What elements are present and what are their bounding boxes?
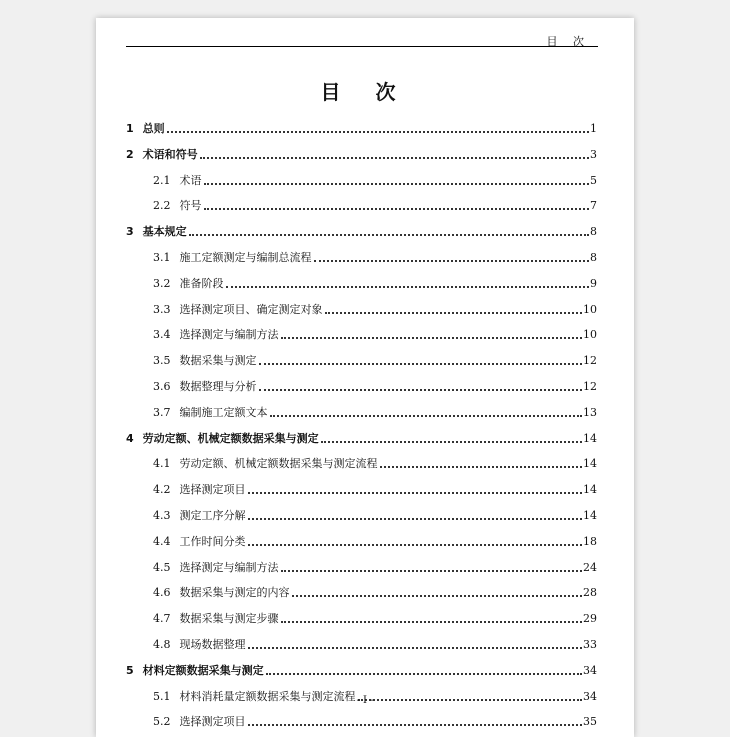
toc-dot-leader <box>200 157 589 159</box>
toc-entry-number: 4 <box>126 431 134 445</box>
toc-entry-page: 18 <box>583 534 597 548</box>
toc-entry-page: 12 <box>583 380 597 393</box>
toc-entry-title: 编制施工定额文本 <box>179 405 268 419</box>
toc-entry-number: 3.1 <box>153 251 171 264</box>
toc-entry-title: 劳动定额、机械定额数据采集与测定 <box>142 431 319 445</box>
toc-section-entry[interactable] <box>126 582 597 600</box>
toc-section-entry[interactable] <box>126 170 597 188</box>
toc-entry-page: 9 <box>590 276 597 290</box>
toc-entry-title: 数据采集与测定步骤 <box>179 612 279 626</box>
toc-entry-page: 34 <box>583 663 597 677</box>
toc-entry-page: 12 <box>583 354 597 368</box>
toc-section-entry[interactable] <box>126 247 597 265</box>
toc-entry-page: 1 <box>590 122 597 135</box>
toc-chapter-entry[interactable] <box>126 660 597 678</box>
toc-entry-title: 准备阶段 <box>179 276 224 290</box>
toc-entry-page: 34 <box>583 689 597 703</box>
toc-section-entry[interactable] <box>126 350 597 368</box>
toc-dot-leader <box>248 647 583 649</box>
toc-entry-number: 4.3 <box>153 509 171 522</box>
toc-dot-leader <box>204 208 590 210</box>
toc-entry-page: 10 <box>583 328 597 342</box>
toc-dot-leader <box>292 595 583 597</box>
toc-entry-title: 选择测定项目、确定测定对象 <box>179 302 323 316</box>
toc-entry-number: 3.7 <box>153 405 171 419</box>
toc-entry-number: 4.1 <box>153 457 171 471</box>
toc-entry-title: 选择测定与编制方法 <box>179 560 279 574</box>
toc-entry-title: 现场数据整理 <box>179 638 246 651</box>
toc-entry-title: 基本规定 <box>142 225 187 239</box>
running-head: 目 次 <box>546 35 590 48</box>
toc-dot-leader <box>248 544 583 546</box>
toc-entry-page: 14 <box>583 431 597 445</box>
toc-entry-number: 5 <box>126 663 134 677</box>
toc-section-entry[interactable] <box>126 531 597 549</box>
toc-entry-page: 28 <box>583 586 597 600</box>
toc-entry-title: 工作时间分类 <box>179 534 246 548</box>
toc-entry-title: 总则 <box>142 122 165 135</box>
toc-section-entry[interactable] <box>126 505 597 523</box>
toc-entry-number: 2.2 <box>153 199 171 213</box>
toc-section-entry[interactable] <box>126 608 597 626</box>
toc-dot-leader <box>314 260 590 262</box>
toc-entry-number: 5.1 <box>153 689 171 703</box>
toc-section-entry[interactable] <box>126 299 597 317</box>
toc-entry-number: 4.4 <box>153 534 171 548</box>
toc-entry-page: 35 <box>583 715 597 729</box>
toc-entry-title: 施工定额测定与编制总流程 <box>179 251 312 264</box>
toc-dot-leader <box>281 570 583 572</box>
toc-entry-number: 4.6 <box>153 586 171 600</box>
toc-section-entry[interactable] <box>126 453 597 471</box>
toc-chapter-entry[interactable] <box>126 428 597 446</box>
toc-chapter-entry[interactable] <box>126 118 597 136</box>
toc-entry-title: 材料消耗量定额数据采集与测定流程 <box>179 689 356 703</box>
toc-entry-title: 劳动定额、机械定额数据采集与测定流程 <box>179 457 378 471</box>
toc-section-entry[interactable] <box>126 195 597 213</box>
toc-dot-leader <box>248 724 583 726</box>
toc-entry-title: 测定工序分解 <box>179 509 246 522</box>
toc-entry-page: 14 <box>583 509 597 522</box>
toc-dot-leader <box>248 518 583 520</box>
toc-section-entry[interactable] <box>126 557 597 575</box>
toc-entry-number: 4.2 <box>153 483 171 497</box>
toc-entry-page: 8 <box>590 225 597 239</box>
toc-chapter-entry[interactable] <box>126 144 597 162</box>
toc-dot-leader <box>281 621 583 623</box>
toc-entry-page: 14 <box>583 457 597 471</box>
toc-entry-number: 1 <box>126 122 134 135</box>
toc-entry-page: 13 <box>583 405 597 419</box>
toc-dot-leader <box>259 389 583 391</box>
toc-dot-leader <box>189 234 589 236</box>
page-title: 目 次 <box>320 80 410 104</box>
toc-dot-leader <box>204 183 590 185</box>
toc-entry-number: 3 <box>126 225 134 239</box>
toc-dot-leader <box>167 131 589 133</box>
toc-dot-leader <box>325 312 583 314</box>
page-number: - I - <box>356 695 374 706</box>
toc-entry-page: 14 <box>583 483 597 497</box>
toc-entry-title: 数据采集与测定的内容 <box>179 586 290 600</box>
toc-chapter-entry[interactable] <box>126 221 597 239</box>
toc-entry-number: 4.8 <box>153 638 171 651</box>
toc-section-entry[interactable] <box>126 273 597 291</box>
toc-entry-title: 数据整理与分析 <box>179 380 257 393</box>
toc-entry-number: 3.3 <box>153 302 171 316</box>
toc-dot-leader <box>248 492 583 494</box>
toc-section-entry[interactable] <box>126 634 597 652</box>
toc-entry-number: 3.6 <box>153 380 171 393</box>
header-rule <box>126 46 598 47</box>
toc-dot-leader <box>270 415 583 417</box>
toc-entry-number: 3.4 <box>153 328 171 342</box>
toc-dot-leader <box>281 337 583 339</box>
toc-entry-number: 4.7 <box>153 612 171 626</box>
toc-entry-page: 29 <box>583 612 597 626</box>
toc-entry-page: 10 <box>583 302 597 316</box>
toc-dot-leader <box>259 363 583 365</box>
toc-section-entry[interactable] <box>126 711 597 729</box>
toc-entry-number: 5.2 <box>153 715 171 729</box>
toc-dot-leader <box>321 441 582 443</box>
toc-entry-title: 术语 <box>179 173 202 187</box>
toc-dot-leader <box>380 466 583 468</box>
toc-entry-title: 选择测定项目 <box>179 483 246 497</box>
toc-entry-title: 选择测定与编制方法 <box>179 328 279 342</box>
toc-entry-page: 5 <box>590 173 597 187</box>
toc-entry-title: 材料定额数据采集与测定 <box>142 663 264 677</box>
toc-section-entry[interactable] <box>126 402 597 420</box>
toc-section-entry[interactable] <box>126 376 597 394</box>
toc-entry-page: 33 <box>583 638 597 651</box>
toc-entry-title: 术语和符号 <box>142 147 198 161</box>
toc-section-entry[interactable] <box>126 479 597 497</box>
toc-dot-leader <box>266 673 582 675</box>
toc-entry-number: 2 <box>126 147 134 161</box>
document-page <box>96 18 634 737</box>
toc-entry-page: 24 <box>583 560 597 574</box>
toc-entry-page: 8 <box>590 251 597 264</box>
toc-entry-title: 符号 <box>179 199 202 213</box>
toc-entry-number: 3.5 <box>153 354 171 368</box>
toc-entry-number: 3.2 <box>153 276 171 290</box>
toc-entry-number: 2.1 <box>153 173 171 187</box>
toc-dot-leader <box>226 286 590 288</box>
toc-entry-page: 7 <box>590 199 597 213</box>
toc-entry-page: 3 <box>590 147 597 161</box>
toc-section-entry[interactable] <box>126 324 597 342</box>
toc-entry-title: 数据采集与测定 <box>179 354 257 368</box>
toc-entry-title: 选择测定项目 <box>179 715 246 729</box>
toc-entry-number: 4.5 <box>153 560 171 574</box>
